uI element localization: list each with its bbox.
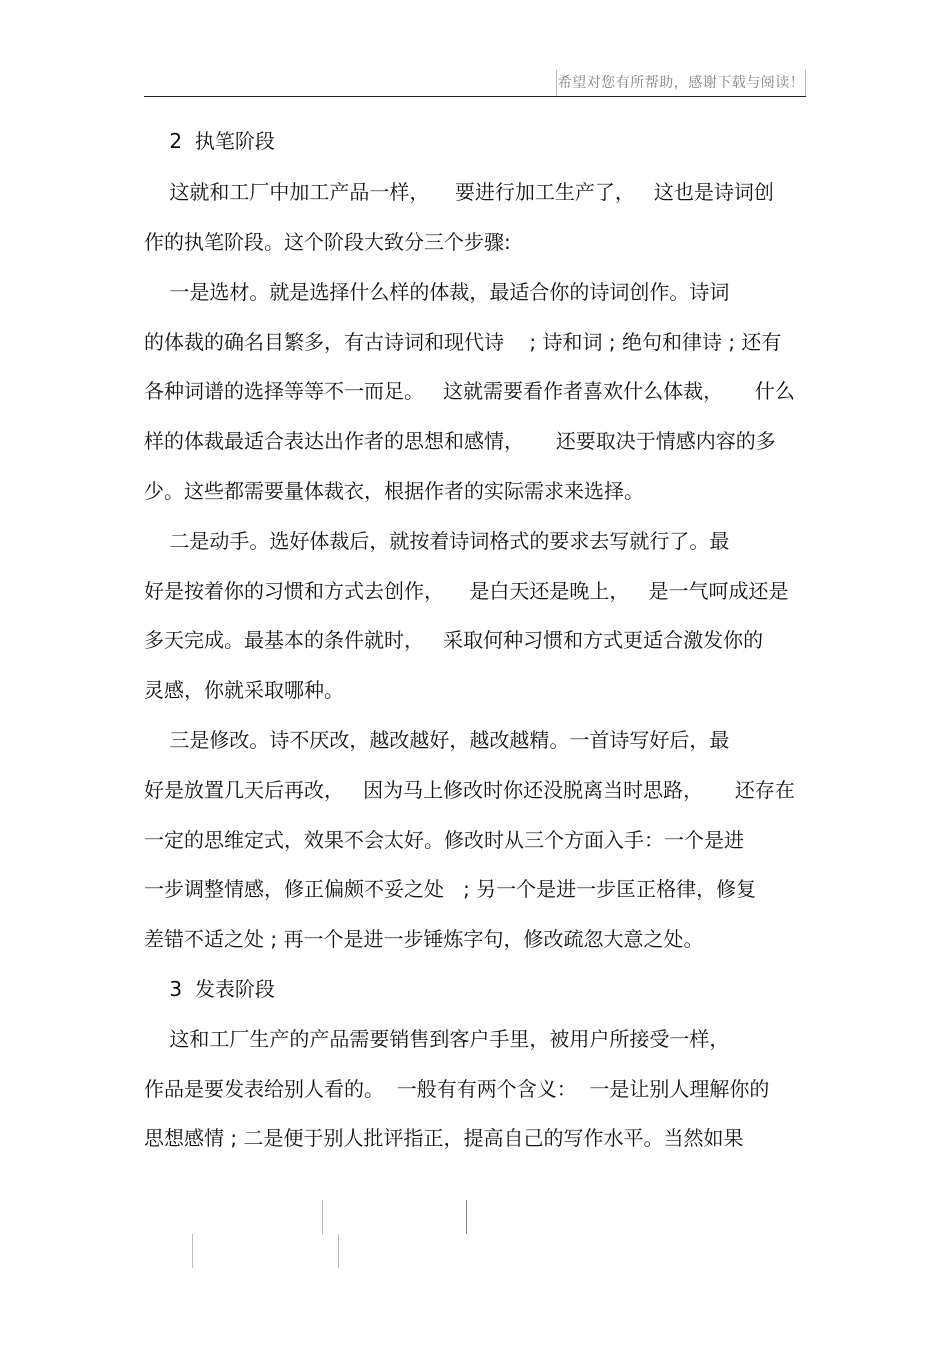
text-line: 这就和工厂中加工产品一样， 要进行加工生产了， 这也是诗词创 [144, 180, 774, 204]
scan-artifact-line [338, 1234, 339, 1268]
text-line: 二是动手。选好体裁后，就按着诗词格式的要求去写就行了。最 [144, 529, 730, 553]
text-line: 好是放置几天后再改， 因为马上修改时你还没脱离当时思路， 还存在 [144, 778, 795, 802]
section-heading: 2 执笔阶段 [144, 129, 275, 153]
text-line: 三是修改。诗不厌改，越改越好，越改越精。一首诗写好后，最 [144, 728, 730, 752]
header-rule [144, 96, 806, 97]
text-line: 各种词谱的选择等等不一而足。 这就需要看作者喜欢什么体裁， 什么 [144, 379, 795, 403]
text-line: 一是选材。就是选择什么样的体裁，最适合你的诗词创作。诗词 [144, 280, 730, 304]
text-line: 思想感情 ; 二是便于别人批评指正，提高自己的写作水平。当然如果 [144, 1126, 744, 1150]
text-line: 灵感，你就采取哪种。 [144, 678, 344, 702]
text-line: 样的体裁最适合表达出作者的思想和感情， 还要取决于情感内容的多 [144, 429, 776, 453]
scan-artifact-line [322, 1200, 323, 1234]
section-heading: 3 发表阶段 [144, 977, 275, 1001]
text-line: 多天完成。最基本的条件就时， 采取何种习惯和方式更适合激发你的 [144, 628, 764, 652]
header-tagline: 希望对您有所帮助，感谢下载与阅读！ [556, 70, 806, 96]
text-line: 作的执笔阶段。这个阶段大致分三个步骤: [144, 230, 511, 254]
text-line: 差错不适之处 ; 再一个是进一步锤炼字句，修改疏忽大意之处。 [144, 927, 704, 951]
text-line: 作品是要发表给别人看的。 一般有有两个含义： 一是让别人理解你的 [144, 1077, 770, 1101]
text-line: 的体裁的确名目繁多，有古诗词和现代诗 ; 诗和词 ; 绝句和律诗 ; 还有 [144, 330, 782, 354]
scan-artifact-line [466, 1200, 467, 1234]
text-line: 一步调整情感，修正偏颇不妥之处 ; 另一个是进一步匡正格律，修复 [144, 877, 757, 901]
text-line: 一定的思维定式，效果不会太好。修改时从三个方面入手：一个是进 [144, 828, 744, 852]
text-line: 这和工厂生产的产品需要销售到客户手里，被用户所接受一样， [144, 1027, 730, 1051]
text-line: 好是按着你的习惯和方式去创作， 是白天还是晚上， 是一气呵成还是 [144, 579, 789, 603]
scan-artifact-line [192, 1234, 193, 1268]
text-line: 少。这些都需要量体裁衣，根据作者的实际需求来选择。 [144, 479, 644, 503]
